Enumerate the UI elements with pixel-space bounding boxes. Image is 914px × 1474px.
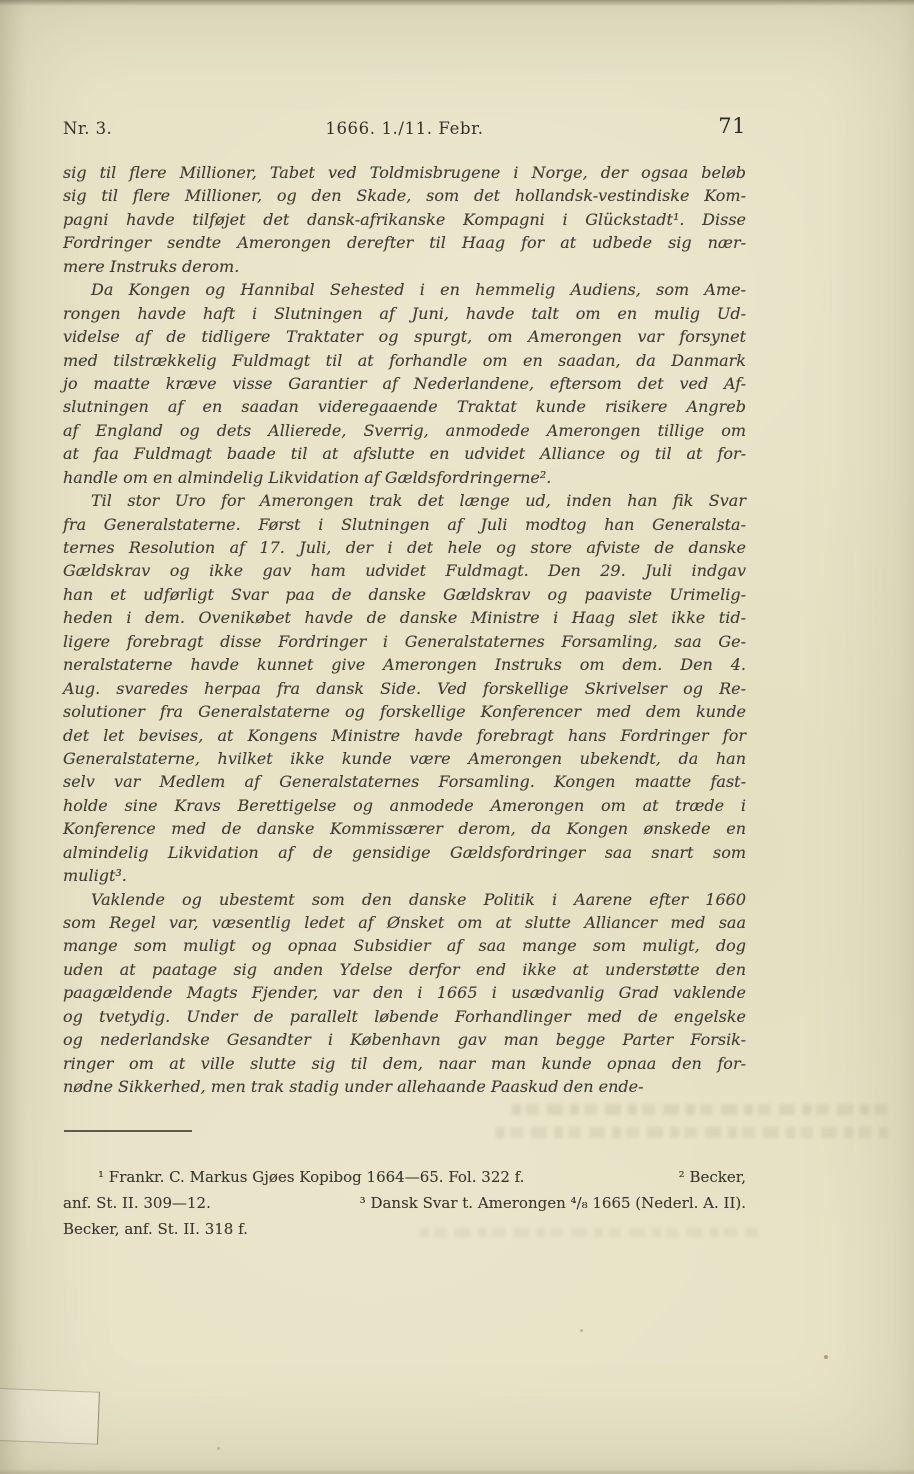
text-line: ringer om at ville slutte sig til dem, naar man kunde opnaa den for- <box>63 1053 746 1073</box>
text-line: mange som muligt og opnaa Subsidier af saa mange som muligt, dog <box>63 936 746 956</box>
text-line: uden at paatage sig anden Ydelse derfor end ikke at understøtte den <box>63 959 746 979</box>
paragraph <box>63 278 746 489</box>
text-line: nødne Sikkerhed, men trak stadig under allehaande Paaskud den ende- <box>63 1077 644 1097</box>
text-line: han et udførligt Svar paa de danske Gældskrav og paaviste Urimelig- <box>63 584 746 604</box>
text-line: ligere forebragt disse Fordringer i Generalstaternes Forsamling, saa Ge- <box>63 631 746 651</box>
footnote-line <box>63 1164 746 1190</box>
bleedthrough-texture <box>512 1104 890 1115</box>
text-line: mere Instruks derom. <box>63 256 240 276</box>
body-text <box>63 161 746 1099</box>
text-line: det let bevises, at Kongens Ministre havde forebragt hans Fordringer for <box>63 725 746 745</box>
text-line: som Regel var, væsentlig ledet af Ønsket om at slutte Alliancer med saa <box>63 913 746 932</box>
text-line: med tilstrækkelig Fuldmagt til at forhandle om en saadan, da Danmark <box>63 350 746 370</box>
text-line: videlse af de tidligere Traktater og spurgt, om Amerongen var forsynet <box>63 327 746 347</box>
header-date-line: 1666. 1./11. Febr. <box>325 119 484 138</box>
text-line: pagni havde tilføjet det dansk-afrikanske Kompagni i Glückstadt¹. Disse <box>63 209 746 229</box>
footnote-separator-rule <box>64 1130 192 1132</box>
text-line: Vaklende og ubestemt som den danske Politik i Aarene efter 1660 <box>91 889 746 909</box>
paragraph <box>63 888 746 1099</box>
bleedthrough-texture <box>496 1127 888 1138</box>
text-line: almindelig Likvidation af de gensidige Gældsfordringer saa snart som <box>63 842 746 862</box>
text-line: Aug. svaredes herpaa fra dansk Side. Ved forskellige Skrivelser og Re- <box>63 678 746 698</box>
page-edge-shading <box>0 0 26 1474</box>
text-line: Fordringer sendte Amerongen derefter til Haag for at udbede sig nær- <box>63 233 746 253</box>
text-line: jo maatte kræve visse Garantier af Nederlandene, eftersom det ved Af- <box>63 373 746 393</box>
footnote-segment: ³ Dansk Svar t. Amerongen ⁴/₈ 1665 (Nederl. A. II). <box>359 1194 746 1212</box>
text-line: selv var Medlem af Generalstaternes Forsamling. Kongen maatte fast- <box>63 772 746 792</box>
footnote-segment: anf. St. II. 309—12. <box>63 1194 211 1212</box>
footnote-line <box>63 1216 746 1242</box>
text-line: Da Kongen og Hannibal Sehested i en hemmelig Audiens, som Ame- <box>91 280 746 300</box>
paragraph <box>63 161 746 278</box>
text-line: og tvetydig. Under de parallelt løbende Forhandlinger med de engelske <box>63 1006 746 1026</box>
paper-speck <box>580 1329 583 1332</box>
text-line: Konference med de danske Kommissærer derom, da Kongen ønskede en <box>63 819 746 839</box>
text-line: handle om en almindelig Likvidation af Gældsfordringerne². <box>63 467 552 487</box>
text-line: af England og dets Allierede, Sverrig, anmodede Amerongen tillige om <box>63 420 746 440</box>
page-edge-shading <box>0 0 914 6</box>
text-line: neralstaterne havde kunnet give Amerongen Instruks om dem. Den 4. <box>63 655 746 675</box>
document-number: Nr. 3. <box>63 119 113 138</box>
text-line: at faa Fuldmagt baade til at afslutte en udvidet Alliance og til at for- <box>63 444 746 464</box>
text-line: rongen havde haft i Slutningen af Juni, havde talt om en mulig Ud- <box>63 303 746 323</box>
text-line: solutioner fra Generalstaterne og forskellige Konferencer med dem kunde <box>63 702 746 722</box>
footnote-segment: ² Becker, <box>678 1168 746 1186</box>
text-line: Gældskrav og ikke gav ham udvidet Fuldmagt. Den 29. Juli indgav <box>63 561 746 581</box>
text-line: sig til flere Millioner, Tabet ved Toldmisbrugene i Norge, der ogsaa beløb <box>63 163 746 182</box>
footnotes-block <box>63 1164 746 1242</box>
paper-speck <box>217 1447 220 1450</box>
text-line: og nederlandske Gesandter i København gav man begge Parter Forsik- <box>63 1030 746 1050</box>
page-header <box>63 114 746 144</box>
text-line: holde sine Kravs Berettigelse og anmodede Amerongen om at træde i <box>63 795 746 815</box>
text-line: slutningen af en saadan videregaaende Traktat kunde risikere Angreb <box>63 397 746 417</box>
footnote-segment: ¹ Frankr. C. Markus Gjøes Kopibog 1664—65. Fol. 322 f. <box>98 1168 525 1186</box>
text-line: heden i dem. Ovenikøbet havde de danske Ministre i Haag slet ikke tid- <box>63 608 746 628</box>
page-edge-shading <box>0 1469 914 1474</box>
paper-speck <box>824 1355 828 1359</box>
text-line: Generalstaterne, hvilket ikke kunde være Amerongen ubekendt, da han <box>63 748 746 768</box>
text-line: Til stor Uro for Amerongen trak det længe ud, inden han fik Svar <box>91 491 746 511</box>
text-line: sig til flere Millioner, og den Skade, som det hollandsk-vestindiske Kom- <box>63 186 746 206</box>
text-line: paagældende Magts Fjender, var den i 1665 i usædvanlig Grad vaklende <box>63 983 746 1003</box>
text-line: ternes Resolution af 17. Juli, der i det hele og store afviste de danske <box>63 538 746 557</box>
footnote-segment: Becker, anf. St. II. 318 f. <box>63 1220 248 1238</box>
footnote-line <box>63 1190 746 1216</box>
paragraph <box>63 489 746 887</box>
text-line: muligt³. <box>63 866 127 886</box>
text-line: fra Generalstaterne. Først i Slutningen af Juli modtog han Generalsta- <box>63 514 746 534</box>
page-number: 71 <box>718 114 746 138</box>
